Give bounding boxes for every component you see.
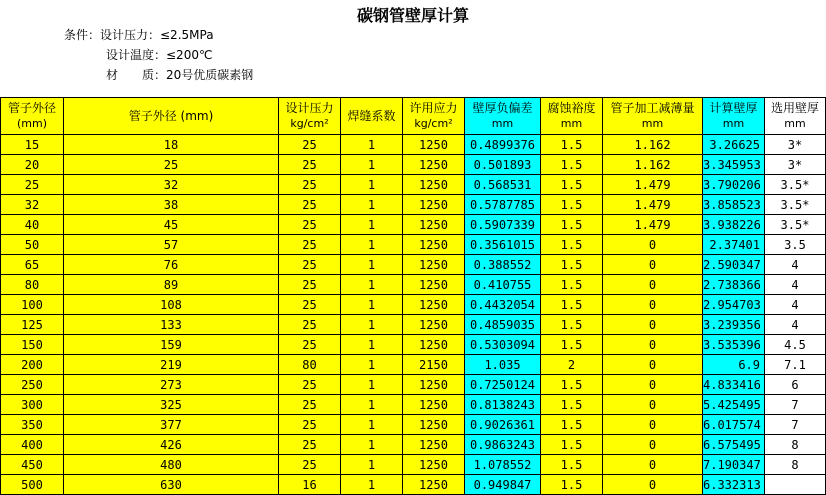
cell-corrosion-allowance[interactable]: 1.5 [541, 475, 603, 495]
cell-design-pressure[interactable]: 25 [279, 375, 341, 395]
cell-nominal-diameter[interactable]: 50 [1, 235, 64, 255]
condition-material: 材 质：20号优质碳素钢 [106, 68, 254, 82]
table-row [1, 435, 826, 455]
cell-calculated-thickness[interactable]: 3.345953 [703, 155, 765, 175]
cell-weld-factor[interactable]: 1 [341, 295, 403, 315]
header-calculated-thickness[interactable]: 计算壁厚 mm [703, 98, 765, 135]
cell-weld-factor[interactable]: 1 [341, 235, 403, 255]
cell-thinning-allowance[interactable]: 0 [603, 355, 703, 375]
cell-calculated-thickness[interactable]: 2.738366 [703, 275, 765, 295]
table-row [1, 155, 826, 175]
cell-outer-diameter[interactable]: 480 [64, 455, 279, 475]
table-row [1, 175, 826, 195]
cell-thinning-allowance[interactable]: 0 [603, 415, 703, 435]
cell-negative-tolerance[interactable]: 0.410755 [465, 275, 541, 295]
cell-calculated-thickness[interactable]: 3.938226 [703, 215, 765, 235]
cell-nominal-diameter[interactable]: 32 [1, 195, 64, 215]
cell-calculated-thickness[interactable]: 3.858523 [703, 195, 765, 215]
cell-allowable-stress[interactable]: 1250 [403, 235, 465, 255]
cell-calculated-thickness[interactable]: 6.9 [703, 355, 765, 375]
cell-selected-thickness[interactable]: 4 [765, 315, 826, 335]
cell-outer-diameter[interactable]: 219 [64, 355, 279, 375]
cell-negative-tolerance[interactable]: 0.9863243 [465, 435, 541, 455]
cell-selected-thickness[interactable]: 3* [765, 135, 826, 155]
table-row [1, 215, 826, 235]
cell-negative-tolerance[interactable]: 0.4432054 [465, 295, 541, 315]
header-weld-factor[interactable]: 焊缝系数 [341, 98, 403, 135]
cell-nominal-diameter[interactable]: 15 [1, 135, 64, 155]
cell-negative-tolerance[interactable]: 0.388552 [465, 255, 541, 275]
cell-outer-diameter[interactable]: 108 [64, 295, 279, 315]
cell-outer-diameter[interactable]: 630 [64, 475, 279, 495]
cell-selected-thickness[interactable]: 3.5* [765, 175, 826, 195]
cell-selected-thickness[interactable]: 3.5 [765, 235, 826, 255]
cell-allowable-stress[interactable]: 1250 [403, 155, 465, 175]
cell-nominal-diameter[interactable]: 200 [1, 355, 64, 375]
cell-outer-diameter[interactable]: 273 [64, 375, 279, 395]
cell-design-pressure[interactable]: 25 [279, 175, 341, 195]
table-row [1, 195, 826, 215]
cell-weld-factor[interactable]: 1 [341, 175, 403, 195]
cell-corrosion-allowance[interactable]: 1.5 [541, 175, 603, 195]
cell-design-pressure[interactable]: 25 [279, 315, 341, 335]
table-row [1, 475, 826, 495]
cell-nominal-diameter[interactable]: 500 [1, 475, 64, 495]
cell-calculated-thickness[interactable]: 3.790206 [703, 175, 765, 195]
cell-negative-tolerance[interactable]: 0.5303094 [465, 335, 541, 355]
header-design-pressure[interactable]: 设计压力 kg/cm² [279, 98, 341, 135]
cell-calculated-thickness[interactable]: 3.26625 [703, 135, 765, 155]
cell-selected-thickness[interactable]: 3.5* [765, 215, 826, 235]
cell-nominal-diameter[interactable]: 300 [1, 395, 64, 415]
cell-weld-factor[interactable]: 1 [341, 215, 403, 235]
cell-outer-diameter[interactable]: 377 [64, 415, 279, 435]
cell-negative-tolerance[interactable]: 0.7250124 [465, 375, 541, 395]
cell-allowable-stress[interactable]: 1250 [403, 335, 465, 355]
cell-allowable-stress[interactable]: 1250 [403, 175, 465, 195]
cell-calculated-thickness[interactable]: 6.332313 [703, 475, 765, 495]
cell-calculated-thickness[interactable]: 7.190347 [703, 455, 765, 475]
cell-design-pressure[interactable]: 25 [279, 275, 341, 295]
cell-corrosion-allowance[interactable]: 1.5 [541, 155, 603, 175]
cell-outer-diameter[interactable]: 325 [64, 395, 279, 415]
cell-corrosion-allowance[interactable]: 1.5 [541, 315, 603, 335]
cell-corrosion-allowance[interactable]: 1.5 [541, 215, 603, 235]
cell-outer-diameter[interactable]: 426 [64, 435, 279, 455]
cell-thinning-allowance[interactable]: 0 [603, 275, 703, 295]
table-row [1, 135, 826, 155]
cell-design-pressure[interactable]: 25 [279, 415, 341, 435]
cell-nominal-diameter[interactable]: 250 [1, 375, 64, 395]
cell-thinning-allowance[interactable]: 0 [603, 435, 703, 455]
cell-calculated-thickness[interactable]: 3.239356 [703, 315, 765, 335]
cell-weld-factor[interactable]: 1 [341, 435, 403, 455]
cell-allowable-stress[interactable]: 1250 [403, 275, 465, 295]
cell-selected-thickness[interactable]: 7 [765, 395, 826, 415]
cell-nominal-diameter[interactable]: 100 [1, 295, 64, 315]
header-negative-tolerance[interactable]: 壁厚负偏差 mm [465, 98, 541, 135]
cell-nominal-diameter[interactable]: 40 [1, 215, 64, 235]
wall-thickness-table [0, 97, 826, 495]
condition-temperature: 设计温度：≤200℃ [106, 48, 213, 62]
cell-thinning-allowance[interactable]: 0 [603, 475, 703, 495]
cell-design-pressure[interactable]: 25 [279, 435, 341, 455]
cell-corrosion-allowance[interactable]: 1.5 [541, 415, 603, 435]
cell-weld-factor[interactable]: 1 [341, 355, 403, 375]
cell-outer-diameter[interactable]: 38 [64, 195, 279, 215]
table-row [1, 455, 826, 475]
cell-selected-thickness[interactable]: 3* [765, 155, 826, 175]
cell-weld-factor[interactable]: 1 [341, 155, 403, 175]
cell-negative-tolerance[interactable]: 1.078552 [465, 455, 541, 475]
cell-nominal-diameter[interactable]: 20 [1, 155, 64, 175]
cell-calculated-thickness[interactable]: 6.575495 [703, 435, 765, 455]
cell-corrosion-allowance[interactable]: 1.5 [541, 295, 603, 315]
cell-calculated-thickness[interactable]: 2.954703 [703, 295, 765, 315]
cell-corrosion-allowance[interactable]: 2 [541, 355, 603, 375]
cell-selected-thickness[interactable]: 8 [765, 435, 826, 455]
cell-negative-tolerance[interactable]: 0.4859035 [465, 315, 541, 335]
table-row [1, 295, 826, 315]
cell-weld-factor[interactable]: 1 [341, 195, 403, 215]
header-row [1, 98, 826, 135]
cell-design-pressure[interactable]: 25 [279, 155, 341, 175]
cell-negative-tolerance[interactable]: 0.568531 [465, 175, 541, 195]
page-title: 碳钢管壁厚计算 [356, 6, 469, 25]
cell-thinning-allowance[interactable]: 1.479 [603, 215, 703, 235]
cell-allowable-stress[interactable]: 1250 [403, 135, 465, 155]
header-nominal-diameter[interactable]: 管子外径 (mm) [1, 98, 64, 135]
cell-allowable-stress[interactable]: 1250 [403, 215, 465, 235]
cell-negative-tolerance[interactable]: 0.3561015 [465, 235, 541, 255]
cell-thinning-allowance[interactable]: 0 [603, 395, 703, 415]
cell-corrosion-allowance[interactable]: 1.5 [541, 375, 603, 395]
cell-selected-thickness[interactable]: 6 [765, 375, 826, 395]
cell-thinning-allowance[interactable]: 1.162 [603, 135, 703, 155]
cell-thinning-allowance[interactable]: 0 [603, 375, 703, 395]
cell-allowable-stress[interactable]: 1250 [403, 315, 465, 335]
cell-calculated-thickness[interactable]: 6.017574 [703, 415, 765, 435]
table-row [1, 395, 826, 415]
cell-selected-thickness[interactable] [765, 475, 826, 495]
cell-design-pressure[interactable]: 25 [279, 135, 341, 155]
cell-selected-thickness[interactable]: 7 [765, 415, 826, 435]
header-allowable-stress[interactable]: 许用应力 kg/cm² [403, 98, 465, 135]
cell-corrosion-allowance[interactable]: 1.5 [541, 235, 603, 255]
header-selected-thickness[interactable]: 选用壁厚 mm [765, 98, 826, 135]
cell-nominal-diameter[interactable]: 65 [1, 255, 64, 275]
cell-calculated-thickness[interactable]: 3.535396 [703, 335, 765, 355]
cell-design-pressure[interactable]: 25 [279, 195, 341, 215]
table-row [1, 255, 826, 275]
cell-allowable-stress[interactable]: 1250 [403, 255, 465, 275]
cell-thinning-allowance[interactable]: 0 [603, 295, 703, 315]
cell-negative-tolerance[interactable]: 0.949847 [465, 475, 541, 495]
cell-negative-tolerance[interactable]: 0.8138243 [465, 395, 541, 415]
cell-weld-factor[interactable]: 1 [341, 335, 403, 355]
cell-corrosion-allowance[interactable]: 1.5 [541, 455, 603, 475]
table-row [1, 235, 826, 255]
cell-weld-factor[interactable]: 1 [341, 415, 403, 435]
cell-allowable-stress[interactable]: 2150 [403, 355, 465, 375]
cell-thinning-allowance[interactable]: 0 [603, 235, 703, 255]
cell-corrosion-allowance[interactable]: 1.5 [541, 335, 603, 355]
cell-nominal-diameter[interactable]: 125 [1, 315, 64, 335]
cell-negative-tolerance[interactable]: 0.4899376 [465, 135, 541, 155]
cell-corrosion-allowance[interactable]: 1.5 [541, 195, 603, 215]
cell-weld-factor[interactable]: 1 [341, 275, 403, 295]
cell-allowable-stress[interactable]: 1250 [403, 295, 465, 315]
cell-design-pressure[interactable]: 16 [279, 475, 341, 495]
cell-selected-thickness[interactable]: 3.5* [765, 195, 826, 215]
cell-weld-factor[interactable]: 1 [341, 315, 403, 335]
cell-weld-factor[interactable]: 1 [341, 395, 403, 415]
cell-weld-factor[interactable]: 1 [341, 455, 403, 475]
table-row [1, 375, 826, 395]
cell-outer-diameter[interactable]: 18 [64, 135, 279, 155]
cell-nominal-diameter[interactable]: 350 [1, 415, 64, 435]
cell-outer-diameter[interactable]: 159 [64, 335, 279, 355]
cell-weld-factor[interactable]: 1 [341, 475, 403, 495]
cell-design-pressure[interactable]: 25 [279, 255, 341, 275]
cell-outer-diameter[interactable]: 89 [64, 275, 279, 295]
cell-nominal-diameter[interactable]: 25 [1, 175, 64, 195]
cell-thinning-allowance[interactable]: 1.479 [603, 175, 703, 195]
cell-thinning-allowance[interactable]: 1.162 [603, 155, 703, 175]
cell-allowable-stress[interactable]: 1250 [403, 455, 465, 475]
cell-negative-tolerance[interactable]: 0.5787785 [465, 195, 541, 215]
cell-weld-factor[interactable]: 1 [341, 255, 403, 275]
cell-design-pressure[interactable]: 25 [279, 215, 341, 235]
cell-allowable-stress[interactable]: 1250 [403, 195, 465, 215]
cell-weld-factor[interactable]: 1 [341, 375, 403, 395]
cell-weld-factor[interactable]: 1 [341, 135, 403, 155]
cell-thinning-allowance[interactable]: 0 [603, 255, 703, 275]
cell-allowable-stress[interactable]: 1250 [403, 395, 465, 415]
cell-selected-thickness[interactable]: 4 [765, 275, 826, 295]
cell-selected-thickness[interactable]: 8 [765, 455, 826, 475]
cell-allowable-stress[interactable]: 1250 [403, 375, 465, 395]
cell-nominal-diameter[interactable]: 150 [1, 335, 64, 355]
cell-thinning-allowance[interactable]: 0 [603, 335, 703, 355]
cell-allowable-stress[interactable]: 1250 [403, 415, 465, 435]
cell-design-pressure[interactable]: 25 [279, 455, 341, 475]
cell-design-pressure[interactable]: 25 [279, 335, 341, 355]
cell-design-pressure[interactable]: 25 [279, 235, 341, 255]
cell-design-pressure[interactable]: 25 [279, 295, 341, 315]
cell-thinning-allowance[interactable]: 0 [603, 315, 703, 335]
cell-outer-diameter[interactable]: 57 [64, 235, 279, 255]
condition-pressure: 条件：设计压力：≤2.5MPa [64, 28, 214, 42]
cell-selected-thickness[interactable]: 4 [765, 295, 826, 315]
cell-design-pressure[interactable]: 80 [279, 355, 341, 375]
cell-outer-diameter[interactable]: 45 [64, 215, 279, 235]
cell-outer-diameter[interactable]: 76 [64, 255, 279, 275]
cell-calculated-thickness[interactable]: 2.590347 [703, 255, 765, 275]
table-row [1, 335, 826, 355]
cell-corrosion-allowance[interactable]: 1.5 [541, 435, 603, 455]
cell-corrosion-allowance[interactable]: 1.5 [541, 135, 603, 155]
cell-calculated-thickness[interactable]: 4.833416 [703, 375, 765, 395]
table-row [1, 315, 826, 335]
cell-nominal-diameter[interactable]: 80 [1, 275, 64, 295]
cell-calculated-thickness[interactable]: 5.425495 [703, 395, 765, 415]
cell-design-pressure[interactable]: 25 [279, 395, 341, 415]
cell-nominal-diameter[interactable]: 450 [1, 455, 64, 475]
cell-nominal-diameter[interactable]: 400 [1, 435, 64, 455]
cell-outer-diameter[interactable]: 133 [64, 315, 279, 335]
cell-corrosion-allowance[interactable]: 1.5 [541, 255, 603, 275]
table-row [1, 355, 826, 375]
cell-corrosion-allowance[interactable]: 1.5 [541, 395, 603, 415]
cell-corrosion-allowance[interactable]: 1.5 [541, 275, 603, 295]
cell-negative-tolerance[interactable]: 1.035 [465, 355, 541, 375]
cell-selected-thickness[interactable]: 4 [765, 255, 826, 275]
table-row [1, 415, 826, 435]
cell-selected-thickness[interactable]: 4.5 [765, 335, 826, 355]
header-thinning-allowance[interactable]: 管子加工减薄量 mm [603, 98, 703, 135]
header-outer-diameter[interactable]: 管子外径 (mm) [64, 98, 279, 135]
cell-allowable-stress[interactable]: 1250 [403, 435, 465, 455]
table-row [1, 275, 826, 295]
cell-outer-diameter[interactable]: 25 [64, 155, 279, 175]
cell-thinning-allowance[interactable]: 0 [603, 455, 703, 475]
cell-negative-tolerance[interactable]: 0.501893 [465, 155, 541, 175]
cell-selected-thickness[interactable]: 7.1 [765, 355, 826, 375]
cell-negative-tolerance[interactable]: 0.9026361 [465, 415, 541, 435]
cell-outer-diameter[interactable]: 32 [64, 175, 279, 195]
cell-allowable-stress[interactable]: 1250 [403, 475, 465, 495]
cell-negative-tolerance[interactable]: 0.5907339 [465, 215, 541, 235]
cell-calculated-thickness[interactable]: 2.37401 [703, 235, 765, 255]
header-corrosion-allowance[interactable]: 腐蚀裕度 mm [541, 98, 603, 135]
cell-thinning-allowance[interactable]: 1.479 [603, 195, 703, 215]
